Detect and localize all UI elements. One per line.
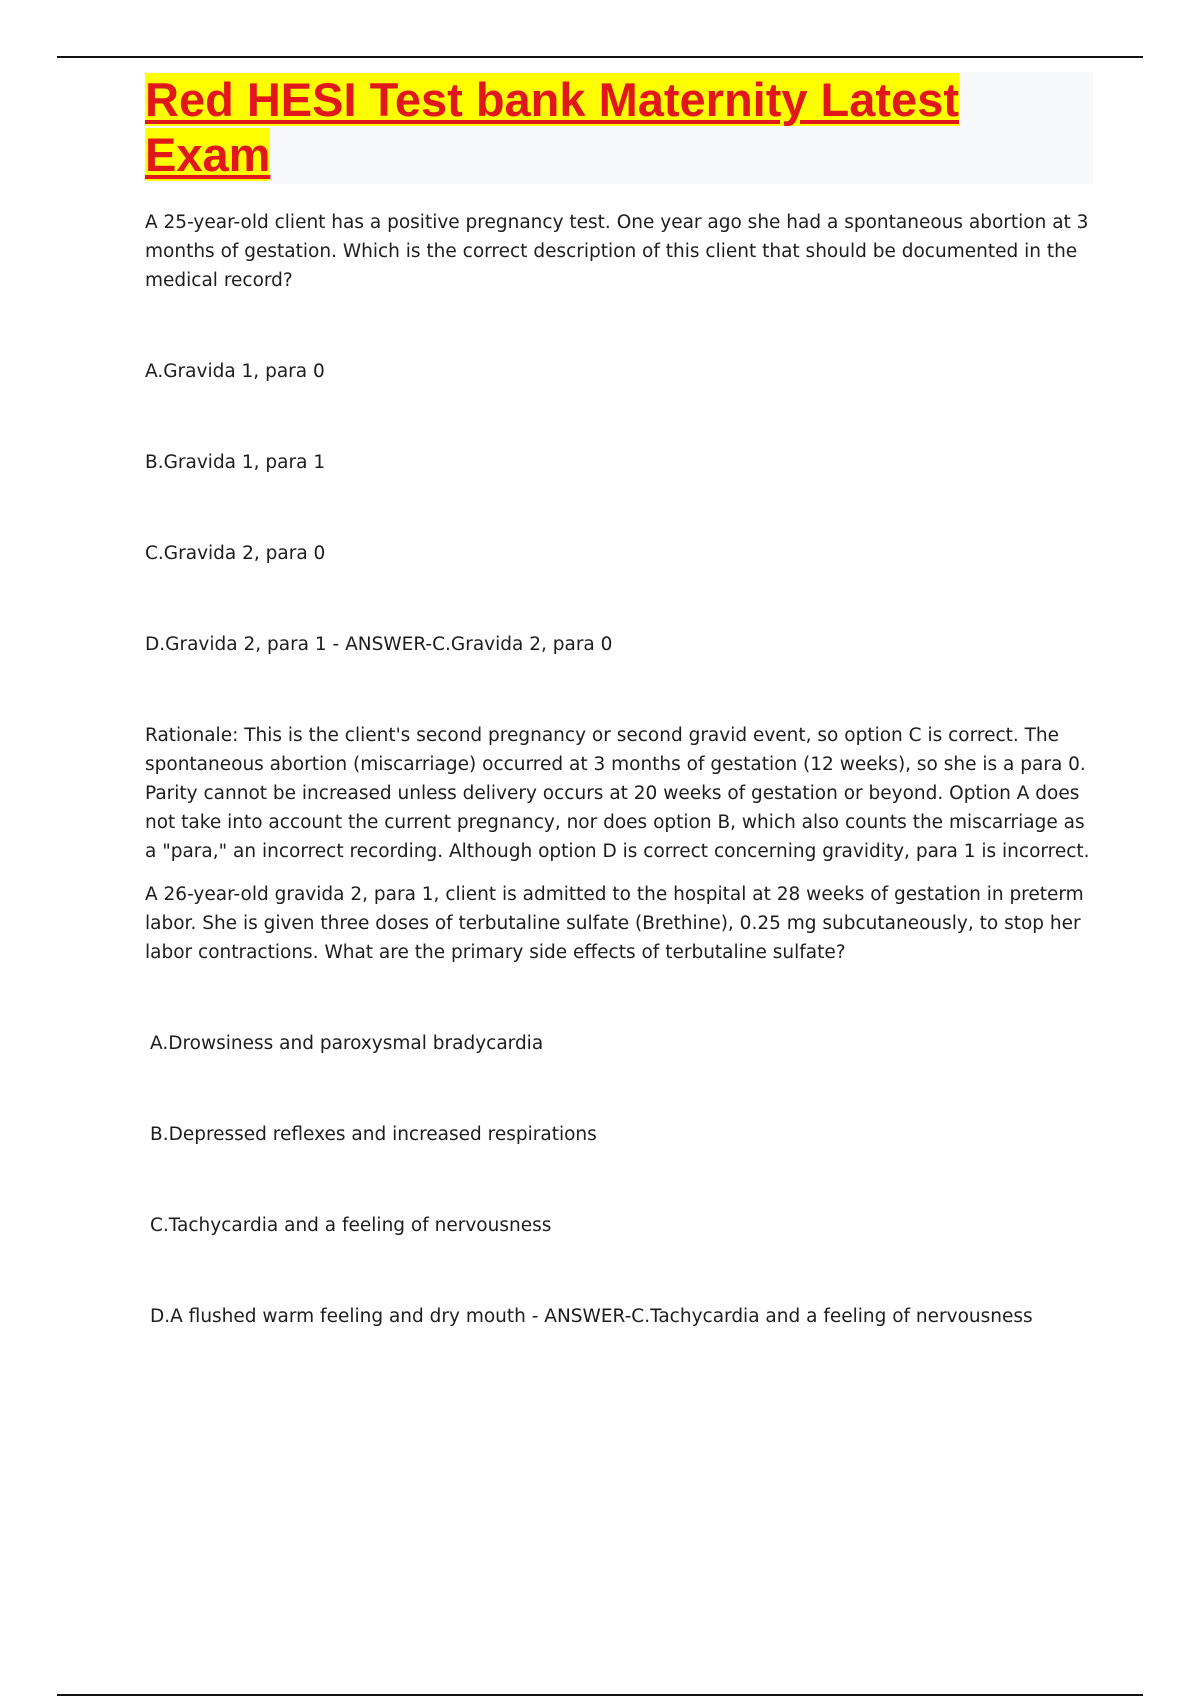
question-1-option-c: C.Gravida 2, para 0 [145, 543, 326, 564]
top-rule [57, 56, 1143, 58]
question-1-option-b: B.Gravida 1, para 1 [145, 452, 326, 473]
question-2: A 26-year-old gravida 2, para 1, client is admitted to the hospital at 28 weeks of gestation in preterm labor. She is given three doses of terbutaline sulfate (Brethine), 0.25 mg subcutaneously, to stop her labor contractions. What are the primary side effects of terbutaline sulfate? [145, 884, 1084, 963]
question-1-option-d-answer: D.Gravida 2, para 1 - ANSWER-C.Gravida 2, para 0 [145, 634, 613, 655]
question-2-option-d-answer: D.A flushed warm feeling and dry mouth - ANSWER-C.Tachycardia and a feeling of nervousness [150, 1306, 1033, 1327]
title-block [145, 72, 1093, 184]
bottom-rule [57, 1694, 1143, 1696]
question-2-option-b: B.Depressed reflexes and increased respirations [150, 1124, 597, 1145]
question-2-option-c: C.Tachycardia and a feeling of nervousness [150, 1215, 552, 1236]
document-title-text: Red HESI Test bank Maternity Latest Exam [145, 73, 959, 181]
question-1-rationale: Rationale: This is the client's second pregnancy or second gravid event, so option C is correct. The spontaneous abortion (miscarriage) occurred at 3 months of gestation (12 weeks), so she is a para 0. Parity cannot be increased unless delivery occurs at 20 weeks of gestation or beyond. Option A does not take into account the current pregnancy, nor does option B, which also counts the miscarriage as a "para," an incorrect recording. Although option D is correct concerning gravidity, para 1 is incorrect. [145, 725, 1090, 862]
document-title [145, 72, 1025, 182]
question-2-option-a: A.Drowsiness and paroxysmal bradycardia [150, 1033, 544, 1054]
question-1-option-a: A.Gravida 1, para 0 [145, 361, 325, 382]
question-1: A 25-year-old client has a positive pregnancy test. One year ago she had a spontaneous abortion at 3 months of gestation. Which is the correct description of this client that should be documented in the medical record? [145, 212, 1089, 291]
document-body [145, 208, 1095, 1393]
